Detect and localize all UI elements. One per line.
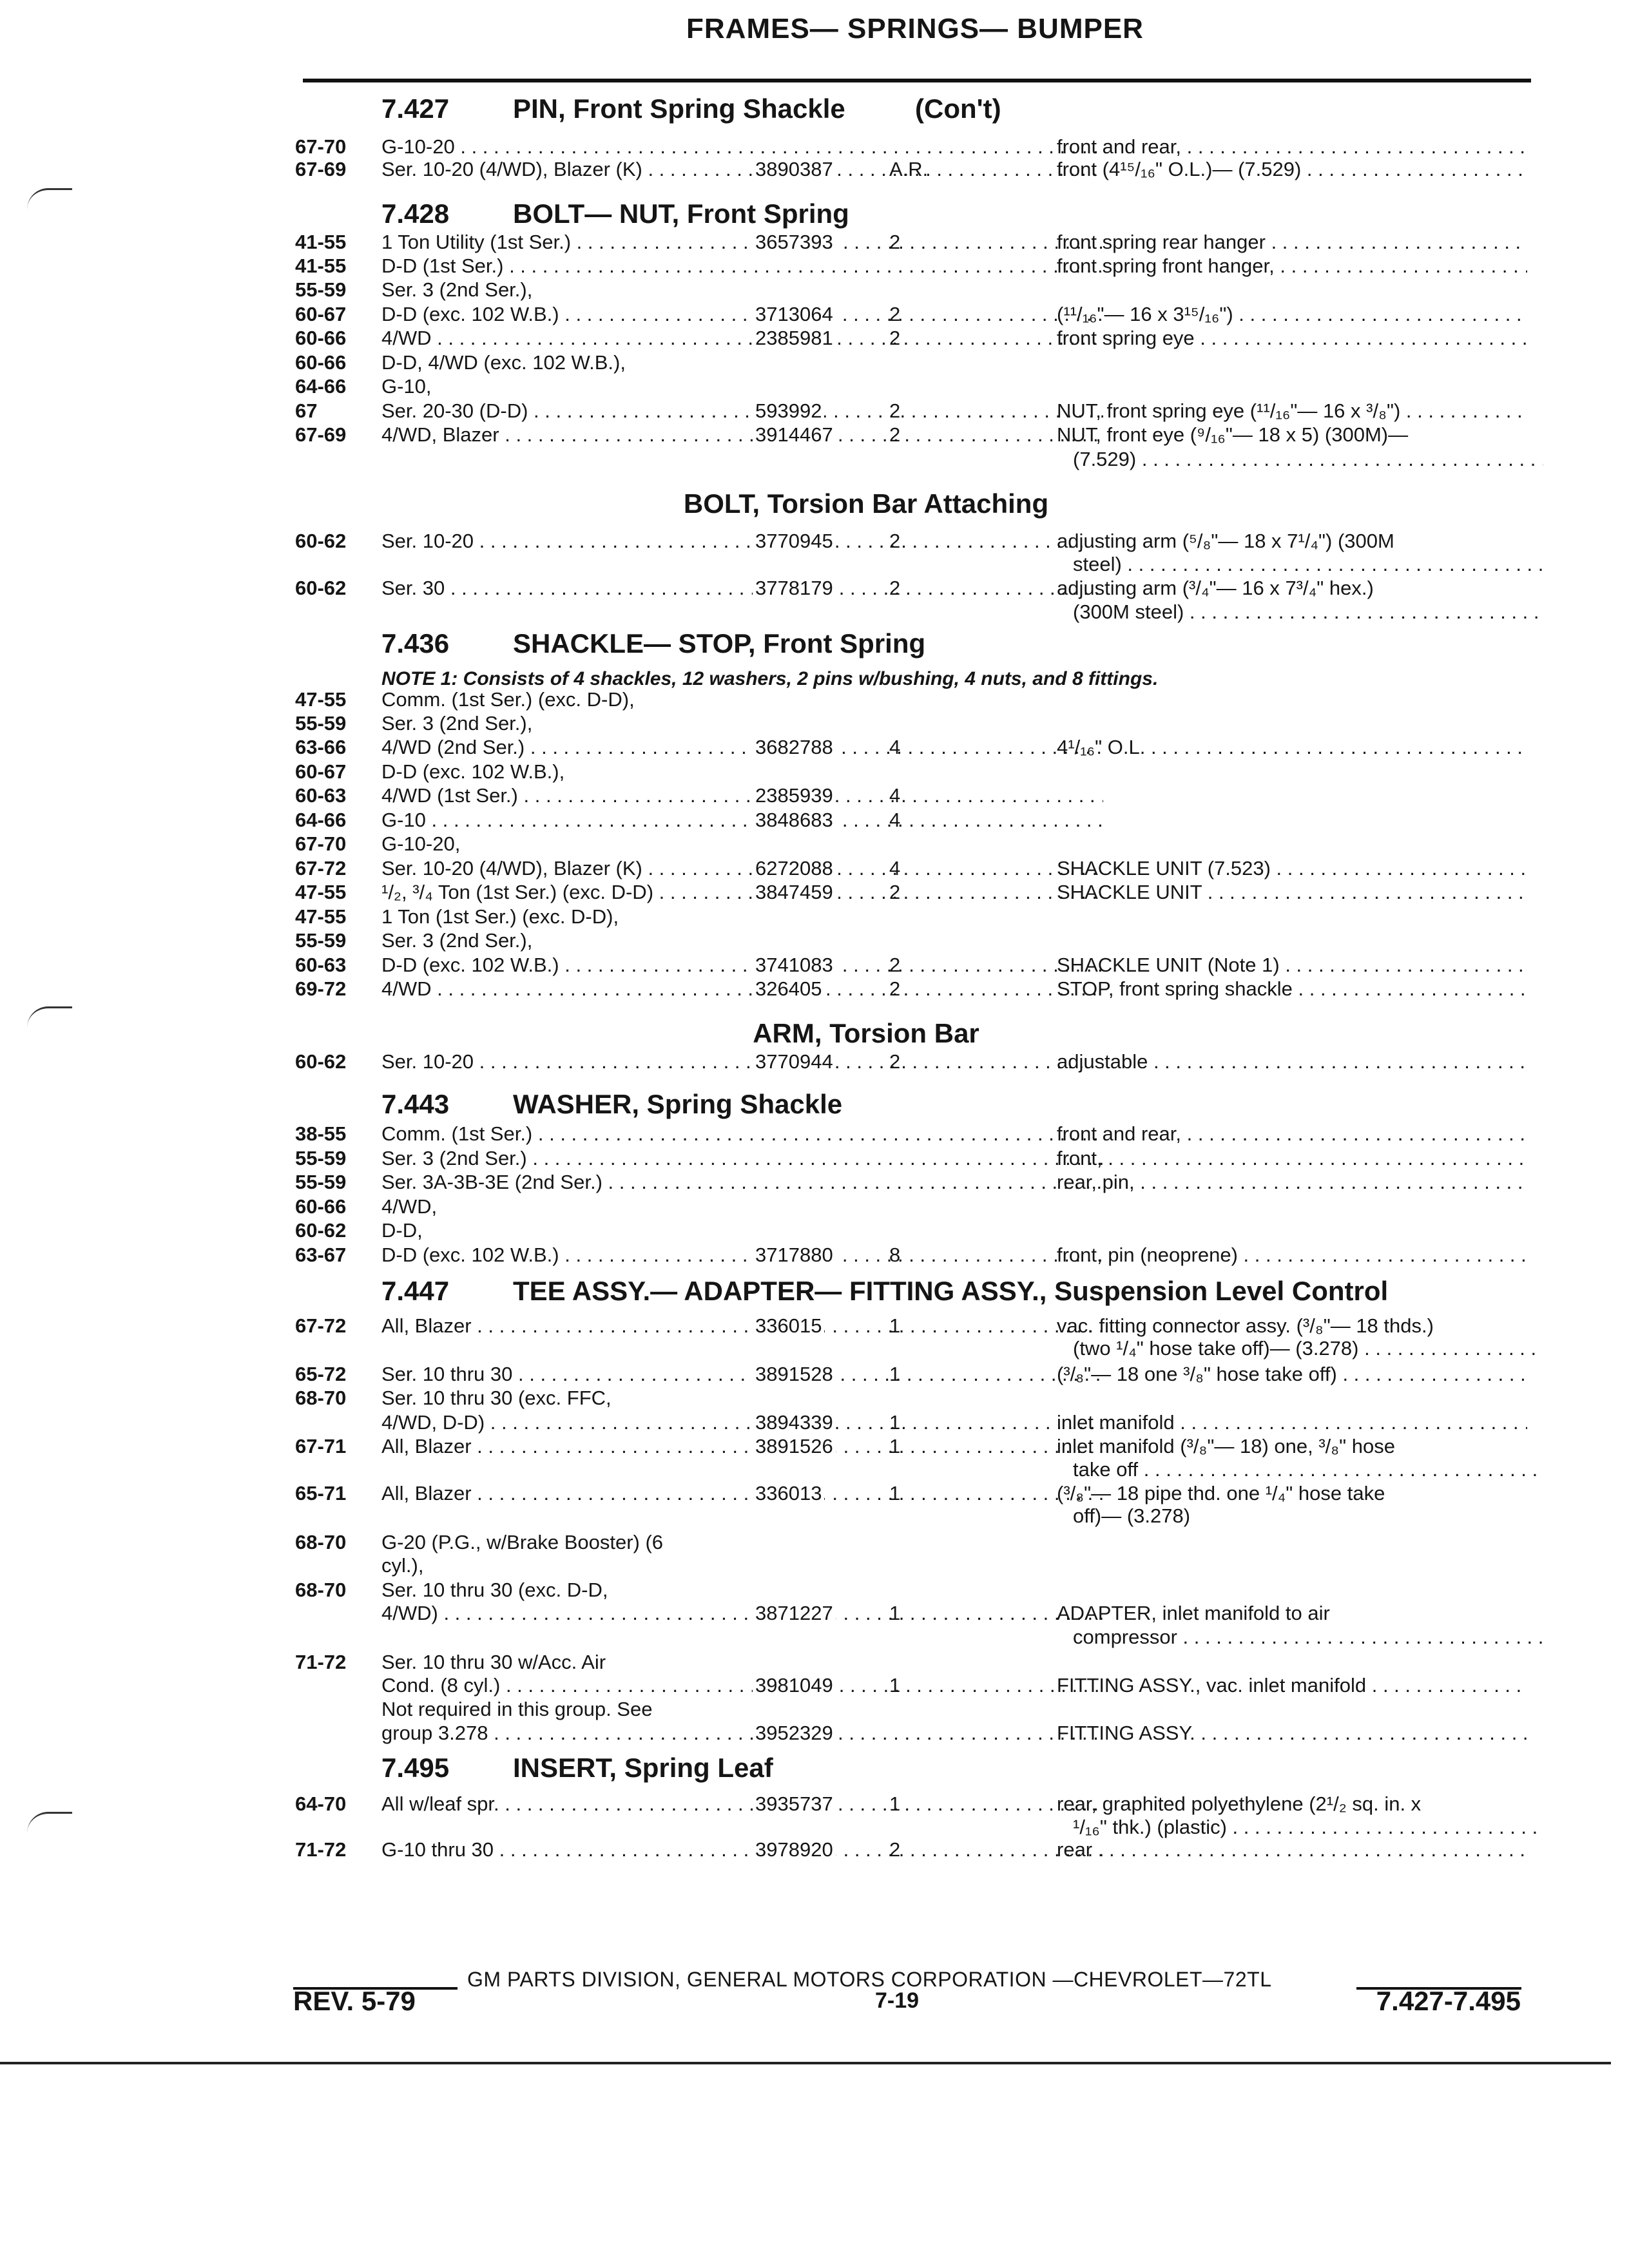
application-desc: Ser. 20-30 (D-D) . . .	[381, 399, 1103, 423]
part-row	[0, 399, 1629, 425]
part-row	[0, 712, 1629, 738]
model-years: 41-55	[295, 231, 347, 253]
quantity: 2	[889, 423, 901, 446]
part-row	[0, 158, 1629, 184]
model-years: 67-69	[295, 423, 347, 446]
application-desc: G-10 thru 30 . . .	[381, 1838, 1103, 1861]
part-row	[0, 954, 1629, 979]
part-number: 3682788	[753, 736, 836, 759]
part-note: adjusting arm (³/₄"— 16 x 7³/₄" hex.)	[1057, 577, 1374, 599]
part-note: SHACKLE UNIT . . .	[1057, 881, 1527, 904]
part-row	[0, 977, 1629, 1003]
quantity: 2	[889, 303, 901, 325]
model-years: 38-55	[295, 1122, 347, 1145]
application-desc: G-10-20,	[381, 832, 461, 855]
application-desc: D-D (exc. 102 W.B.),	[381, 760, 565, 783]
model-years: 68-70	[295, 1387, 347, 1409]
note-continuation-text: (7.529) . . .	[1073, 448, 1543, 471]
application-desc: cyl.),	[381, 1554, 424, 1577]
section-number: 7.436	[381, 628, 450, 658]
model-years: 60-63	[295, 784, 347, 807]
part-row	[0, 688, 1629, 714]
model-years: 55-59	[295, 712, 347, 735]
application-desc: Ser. 10-20 (4/WD), Blazer (K) . . .	[381, 158, 1103, 181]
part-row	[0, 231, 1629, 256]
section-number: 7.447	[381, 1276, 450, 1306]
section-number: 7.428	[381, 198, 450, 229]
application-desc: group 3.278 . . .	[381, 1722, 1103, 1745]
part-row	[0, 857, 1629, 883]
section-number: 7.443	[381, 1089, 450, 1119]
part-row	[0, 1435, 1629, 1461]
model-years: 71-72	[295, 1651, 347, 1673]
model-years: 60-66	[295, 327, 347, 349]
section-heading	[0, 93, 1629, 126]
part-row	[0, 1698, 1629, 1724]
note-continuation	[0, 448, 1629, 474]
application-desc: Comm. (1st Ser.) . . .	[381, 1122, 1103, 1146]
application-desc: Ser. 3 (2nd Ser.),	[381, 278, 533, 301]
subsection-heading	[0, 488, 1629, 521]
part-number: 3778179	[753, 577, 836, 600]
application-desc: Ser. 10 thru 30 (exc. D-D,	[381, 1579, 608, 1601]
footer-publisher: GM PARTS DIVISION, GENERAL MOTORS CORPORATION —CHEVROLET—72TL	[467, 1968, 1272, 1991]
application-desc: G-10 . . .	[381, 809, 1103, 832]
part-row	[0, 1219, 1629, 1245]
part-row	[0, 1363, 1629, 1389]
note-continuation-text: take off . . .	[1073, 1458, 1543, 1481]
note-continuation	[0, 1458, 1629, 1484]
part-row	[0, 1314, 1629, 1340]
application-desc: Ser. 30 . . .	[381, 577, 1103, 600]
note-continuation-text: compressor . . .	[1073, 1626, 1543, 1649]
part-row	[0, 1674, 1629, 1700]
section-title: PIN, Front Spring Shackle	[513, 93, 845, 124]
part-number: 336013	[753, 1482, 824, 1505]
part-note: 4¹/₁₆" O.L. . . .	[1057, 736, 1527, 759]
note-text: NOTE 1: Consists of 4 shackles, 12 washers, 2 pins w/bushing, 4 nuts, and 8 fittings.	[381, 668, 1159, 689]
part-row	[0, 905, 1629, 931]
section-number: 7.427	[381, 93, 450, 124]
application-desc: Comm. (1st Ser.) (exc. D-D),	[381, 688, 635, 711]
part-row	[0, 736, 1629, 762]
quantity: 4	[889, 736, 901, 758]
model-years: 60-62	[295, 1219, 347, 1242]
part-row	[0, 1050, 1629, 1076]
part-row	[0, 832, 1629, 858]
part-number: 3981049	[753, 1674, 836, 1697]
revision-label: REV. 5-79	[293, 1986, 416, 2016]
part-number: 3741083	[753, 954, 836, 977]
model-years: 47-55	[295, 881, 347, 903]
note-continuation-text: ¹/₁₆" thk.) (plastic) . . .	[1073, 1816, 1543, 1839]
model-years: 41-55	[295, 255, 347, 277]
model-years: 60-62	[295, 530, 347, 552]
part-note: (³/₈"— 18 pipe thd. one ¹/₄" hose take	[1057, 1482, 1385, 1504]
part-number: 336015	[753, 1314, 824, 1338]
model-years: 60-67	[295, 760, 347, 783]
part-note: (¹¹/₁₆"— 16 x 3¹⁵/₁₆") . . .	[1057, 303, 1527, 326]
application-desc: Ser. 3 (2nd Ser.) . . .	[381, 1147, 1103, 1170]
part-number: 3978920	[753, 1838, 836, 1861]
application-desc: Ser. 10-20 . . .	[381, 530, 1103, 553]
model-years: 67-72	[295, 857, 347, 879]
application-desc: 4/WD, Blazer . . .	[381, 423, 1103, 447]
section-title: SHACKLE— STOP, Front Spring	[513, 628, 926, 658]
part-row	[0, 929, 1629, 955]
application-desc: D-D (exc. 102 W.B.) . . .	[381, 303, 1103, 326]
application-desc: D-D (1st Ser.) . . .	[381, 255, 1103, 278]
model-years: 47-55	[295, 905, 347, 928]
model-years: 60-63	[295, 954, 347, 976]
continued-label: (Con't)	[915, 93, 1001, 124]
part-note: rear . . .	[1057, 1838, 1527, 1861]
application-desc: 4/WD, D-D) . . .	[381, 1411, 1103, 1434]
part-row	[0, 760, 1629, 786]
part-note: FITTING ASSY., vac. inlet manifold . . .	[1057, 1674, 1527, 1697]
model-years: 60-62	[295, 1050, 347, 1073]
application-desc: D-D,	[381, 1219, 423, 1242]
section-heading	[0, 1089, 1629, 1121]
part-row	[0, 1554, 1629, 1580]
section-heading	[0, 628, 1629, 660]
part-number: 3770945	[753, 530, 836, 553]
application-desc: 1 Ton (1st Ser.) (exc. D-D),	[381, 905, 619, 928]
quantity: 1	[889, 1674, 901, 1696]
section-range: 7.427-7.495	[1376, 1986, 1521, 2016]
application-desc: 4/WD,	[381, 1195, 438, 1218]
section-title: WASHER, Spring Shackle	[513, 1089, 843, 1119]
part-number: 3891526	[753, 1435, 836, 1458]
quantity: 1	[889, 1314, 901, 1337]
application-desc: Cond. (8 cyl.) . . .	[381, 1674, 1103, 1697]
application-desc: D-D (exc. 102 W.B.) . . .	[381, 1244, 1103, 1267]
part-row	[0, 881, 1629, 907]
application-desc: All w/leaf spr. . . .	[381, 1792, 1103, 1816]
part-number: 593992	[753, 399, 824, 423]
part-row	[0, 351, 1629, 377]
section-title: BOLT— NUT, Front Spring	[513, 198, 849, 229]
quantity: 2	[889, 399, 901, 422]
part-number: 3952329	[753, 1722, 836, 1745]
note-continuation	[0, 1626, 1629, 1651]
application-desc: 4/WD . . .	[381, 327, 1103, 350]
part-note: inlet manifold . . .	[1057, 1411, 1527, 1434]
application-desc: ¹/₂, ³/₄ Ton (1st Ser.) (exc. D-D) . . .	[381, 881, 1103, 904]
model-years: 63-66	[295, 736, 347, 758]
part-row	[0, 1482, 1629, 1508]
part-note: front, . . .	[1057, 1147, 1527, 1170]
model-years: 64-70	[295, 1792, 347, 1815]
quantity: 1	[889, 1792, 901, 1815]
part-row	[0, 577, 1629, 602]
quantity: 1	[889, 1363, 901, 1385]
part-row	[0, 1651, 1629, 1677]
application-desc: All, Blazer . . .	[381, 1435, 1103, 1458]
part-row	[0, 809, 1629, 834]
application-desc: Ser. 10 thru 30 w/Acc. Air	[381, 1651, 606, 1673]
application-desc: Ser. 10-20 . . .	[381, 1050, 1103, 1073]
model-years: 55-59	[295, 929, 347, 952]
quantity: 2	[889, 954, 901, 976]
quantity: 1	[889, 1482, 901, 1504]
part-number: 3891528	[753, 1363, 836, 1386]
quantity: 2	[889, 530, 901, 552]
section-heading	[0, 1276, 1629, 1308]
model-years: 60-67	[295, 303, 347, 325]
quantity: 4	[889, 784, 901, 807]
application-desc: Not required in this group. See	[381, 1698, 653, 1720]
application-desc: D-D, 4/WD (exc. 102 W.B.),	[381, 351, 626, 374]
quantity: 4	[889, 809, 901, 831]
part-row	[0, 1195, 1629, 1221]
part-note: inlet manifold (³/₈"— 18) one, ³/₈" hose	[1057, 1435, 1395, 1457]
part-number: 3770944	[753, 1050, 836, 1073]
note-continuation-text: steel) . . .	[1073, 553, 1543, 576]
application-desc: Ser. 3 (2nd Ser.),	[381, 712, 533, 735]
application-desc: Ser. 3A-3B-3E (2nd Ser.) . . .	[381, 1171, 1103, 1194]
subsection-title: BOLT, Torsion Bar Attaching	[683, 488, 1049, 519]
model-years: 67-69	[295, 158, 347, 180]
section-title: INSERT, Spring Leaf	[513, 1753, 773, 1783]
part-row	[0, 1147, 1629, 1173]
section-title: TEE ASSY.— ADAPTER— FITTING ASSY., Suspension Level Control	[513, 1276, 1389, 1306]
quantity: 1	[889, 1435, 901, 1457]
model-years: 65-71	[295, 1482, 347, 1504]
model-years: 67-72	[295, 1314, 347, 1337]
part-row	[0, 1579, 1629, 1604]
part-note: (³/₈"— 18 one ³/₈" hose take off) . . .	[1057, 1363, 1527, 1386]
part-note: rear, pin, . . .	[1057, 1171, 1527, 1194]
part-row	[0, 135, 1629, 161]
application-desc: Ser. 10-20 (4/WD), Blazer (K) . . .	[381, 857, 1103, 880]
model-years: 69-72	[295, 977, 347, 1000]
model-years: 67-71	[295, 1435, 347, 1457]
application-desc: Ser. 10 thru 30 . . .	[381, 1363, 1103, 1386]
part-row	[0, 1838, 1629, 1864]
model-years: 71-72	[295, 1838, 347, 1861]
quantity: 2	[889, 327, 901, 349]
part-number: 3871227	[753, 1602, 836, 1625]
model-years: 60-66	[295, 1195, 347, 1218]
part-number: 3848683	[753, 809, 836, 832]
part-note: SHACKLE UNIT (Note 1) . . .	[1057, 954, 1527, 977]
section-number: 7.495	[381, 1753, 450, 1783]
part-number: 3914467	[753, 423, 836, 447]
application-desc: D-D (exc. 102 W.B.) . . .	[381, 954, 1103, 977]
part-row	[0, 375, 1629, 401]
part-note: NUT, front eye (⁹/₁₆"— 18 x 5) (300M)—	[1057, 423, 1409, 446]
model-years: 67-70	[295, 135, 347, 158]
model-years: 60-62	[295, 577, 347, 599]
page-number: 7-19	[875, 1988, 920, 2013]
quantity: 1	[889, 1602, 901, 1624]
part-row	[0, 1387, 1629, 1412]
quantity: 4	[889, 857, 901, 879]
section-heading	[0, 198, 1629, 231]
part-note: FITTING ASSY. . . .	[1057, 1722, 1527, 1745]
part-row	[0, 1122, 1629, 1148]
quantity: 8	[889, 1244, 901, 1266]
part-number: 2385981	[753, 327, 836, 350]
application-desc: Ser. 3 (2nd Ser.),	[381, 929, 533, 952]
part-row	[0, 1722, 1629, 1747]
part-row	[0, 255, 1629, 280]
application-desc: G-20 (P.G., w/Brake Booster) (6	[381, 1531, 664, 1553]
application-desc: G-10-20 . . .	[381, 135, 1103, 159]
model-years: 55-59	[295, 278, 347, 301]
part-row	[0, 1171, 1629, 1196]
part-number: 3847459	[753, 881, 836, 904]
bottom-rule	[0, 2062, 1611, 2064]
part-row	[0, 1602, 1629, 1628]
part-row	[0, 1411, 1629, 1437]
part-note: NUT, front spring eye (¹¹/₁₆"— 16 x ³/₈") . . .	[1057, 399, 1527, 423]
application-desc: G-10,	[381, 375, 432, 398]
subsection-heading	[0, 1018, 1629, 1050]
quantity: 2	[889, 577, 901, 599]
part-row	[0, 303, 1629, 329]
part-row	[0, 530, 1629, 555]
part-number: 3935737	[753, 1792, 836, 1816]
quantity: 1	[889, 1411, 901, 1434]
part-number: 2385939	[753, 784, 836, 807]
model-years: 60-66	[295, 351, 347, 374]
quantity: 2	[889, 1050, 901, 1073]
model-years: 67-70	[295, 832, 347, 855]
note-continuation	[0, 1337, 1629, 1363]
application-desc: 4/WD (2nd Ser.) . . .	[381, 736, 1103, 759]
application-desc: 4/WD) . . .	[381, 1602, 1103, 1625]
page-title: FRAMES— SPRINGS— BUMPER	[686, 13, 1144, 44]
model-years: 64-66	[295, 375, 347, 398]
part-number: 3890387	[753, 158, 836, 181]
part-row	[0, 784, 1629, 810]
part-note: front and rear, . . .	[1057, 1122, 1527, 1146]
part-note: SHACKLE UNIT (7.523) . . .	[1057, 857, 1527, 880]
part-number: 3657393	[753, 231, 836, 254]
note-continuation	[0, 601, 1629, 626]
model-years: 65-72	[295, 1363, 347, 1385]
note-continuation	[0, 553, 1629, 579]
part-note: front and rear, . . .	[1057, 135, 1527, 159]
part-number: 3894339	[753, 1411, 836, 1434]
part-row	[0, 1792, 1629, 1818]
part-number: 326405	[753, 977, 824, 1001]
application-desc: 4/WD . . .	[381, 977, 1103, 1001]
part-note: front spring front hanger, . . .	[1057, 255, 1527, 278]
part-note: adjusting arm (⁵/₈"— 18 x 7¹/₄") (300M	[1057, 530, 1394, 552]
quantity: 2	[889, 977, 901, 1000]
part-row	[0, 327, 1629, 352]
quantity: 2	[889, 231, 901, 253]
part-note: front, pin (neoprene) . . .	[1057, 1244, 1527, 1267]
model-years: 55-59	[295, 1147, 347, 1169]
part-note: vac. fitting connector assy. (³/₈"— 18 thds.)	[1057, 1314, 1434, 1337]
note-continuation-text: (300M steel) . . .	[1073, 601, 1543, 624]
part-row	[0, 278, 1629, 304]
application-desc: 1 Ton Utility (1st Ser.) . . .	[381, 231, 1103, 254]
application-desc: Ser. 10 thru 30 (exc. FFC,	[381, 1387, 612, 1409]
part-row	[0, 1244, 1629, 1269]
note-continuation-text: off)— (3.278)	[1073, 1504, 1191, 1527]
quantity: 2	[889, 1838, 901, 1861]
quantity: 2	[889, 881, 901, 903]
application-desc: All, Blazer . . .	[381, 1314, 1103, 1338]
part-note: front (4¹⁵/₁₆" O.L.)— (7.529) . . .	[1057, 158, 1527, 181]
part-note: ADAPTER, inlet manifold to air	[1057, 1602, 1330, 1624]
part-note: adjustable . . .	[1057, 1050, 1527, 1073]
model-years: 47-55	[295, 688, 347, 711]
model-years: 68-70	[295, 1579, 347, 1601]
part-number: 6272088	[753, 857, 836, 880]
application-desc: 4/WD (1st Ser.) . . .	[381, 784, 1103, 807]
subsection-title: ARM, Torsion Bar	[753, 1018, 979, 1048]
part-note: rear, graphited polyethylene (2¹/₂ sq. in. x	[1057, 1792, 1422, 1815]
part-note: STOP, front spring shackle . . .	[1057, 977, 1527, 1001]
note-continuation	[0, 1504, 1629, 1530]
part-note: front spring rear hanger . . .	[1057, 231, 1527, 254]
model-years: 67	[295, 399, 318, 422]
part-number: 3713064	[753, 303, 836, 326]
note-continuation-text: (two ¹/₄" hose take off)— (3.278) . . .	[1073, 1337, 1543, 1360]
part-note: front spring eye . . .	[1057, 327, 1527, 350]
model-years: 68-70	[295, 1531, 347, 1553]
section-heading	[0, 1753, 1629, 1785]
application-desc: All, Blazer . . .	[381, 1482, 1103, 1505]
model-years: 64-66	[295, 809, 347, 831]
model-years: 63-67	[295, 1244, 347, 1266]
model-years: 55-59	[295, 1171, 347, 1193]
quantity: A.R.	[889, 158, 929, 180]
part-row	[0, 423, 1629, 449]
part-row	[0, 1531, 1629, 1557]
part-number: 3717880	[753, 1244, 836, 1267]
note-continuation	[0, 1816, 1629, 1841]
